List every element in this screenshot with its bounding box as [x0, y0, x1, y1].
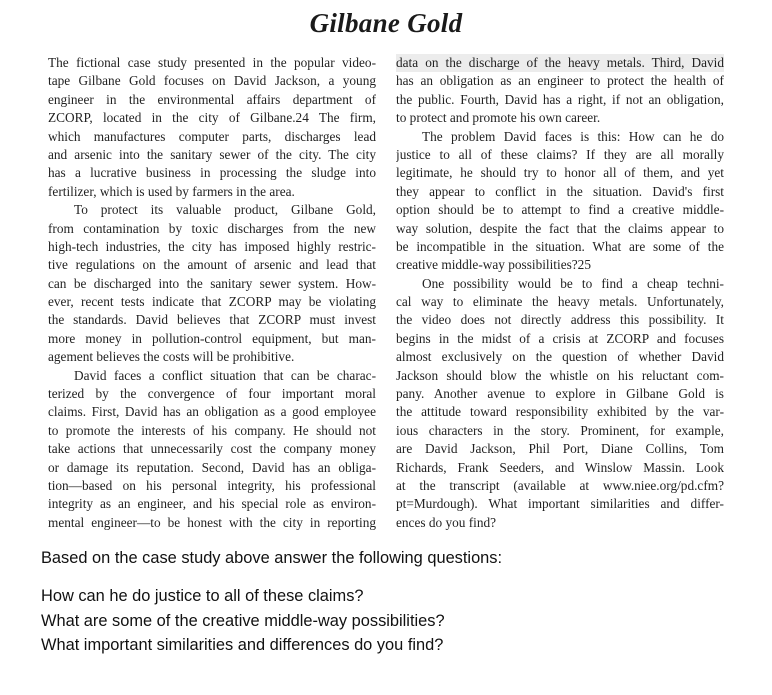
text-line: David faces a conflict situation that can be charac-	[74, 367, 376, 383]
question-item: What are some of the creative middle-way possibilities?	[41, 611, 445, 630]
text-line: pt=Murdough). What important similarities and differ-	[396, 496, 724, 512]
text-line: data on the discharge of the heavy metals. Third, David	[396, 54, 724, 72]
text-line: has an obligation as an engineer to protect the health of	[396, 73, 724, 89]
text-line: can be discharged into the sanitary sewer system. How-	[48, 275, 376, 291]
text-line: ever, recent tests indicate that ZCORP may be violating	[48, 294, 376, 310]
text-line: agement believes the costs will be prohibitive.	[48, 349, 295, 365]
left-text-column	[48, 54, 376, 532]
questions-section	[41, 546, 741, 658]
text-line: mental engineer—to be honest with the city in reporting	[48, 514, 376, 530]
article-title: Gilbane Gold	[309, 8, 463, 38]
text-line: has a lucrative business in processing the sludge into	[48, 165, 376, 181]
text-line: tive regulations on the amount of arsenic and lead that	[48, 257, 376, 273]
text-line: ences do you find?	[396, 514, 497, 530]
text-line: to protect and promote his own career.	[396, 110, 601, 126]
text-line: Richards, Frank Seeders, and Winslow Massin. Look	[396, 459, 724, 475]
text-line: pany. Another avenue to explore in Gilbane Gold is	[396, 386, 724, 402]
text-line: way solution, despite the fact that the claims appear to	[396, 220, 724, 236]
text-line: the standards. David believes that ZCORP must invest	[48, 312, 376, 328]
text-line: the public. Fourth, David has a right, if not an obligation,	[396, 91, 724, 107]
text-line: fertilizer, which is used by farmers in the area.	[48, 183, 295, 199]
text-line: ious characters in the story. Prominent, for example,	[396, 422, 724, 438]
text-line: or damage its reputation. Second, David has an obliga-	[48, 459, 376, 475]
text-line: One possibility would be to find a cheap techni-	[422, 275, 724, 291]
text-line: to promote the interests of his company. He should not	[48, 422, 376, 438]
text-line: justice to all of these claims? If they are all morally	[396, 146, 724, 162]
text-line: the attitude toward responsibility exhibited by the var-	[396, 404, 724, 420]
text-line: the video does not directly address this possibility. It	[396, 312, 724, 328]
text-line: To protect its valuable product, Gilbane Gold,	[74, 202, 376, 218]
text-line: terized by the convergence of four important moral	[48, 386, 376, 402]
text-line: tion—based on his personal integrity, his professional	[48, 477, 376, 493]
text-line: creative middle-way possibilities?25	[396, 257, 591, 273]
text-line: and arsenic into the sanitary sewer of the city. The city	[48, 146, 376, 162]
question-item: What important similarities and differences do you find?	[41, 636, 444, 654]
text-line: engineer in the environmental affairs department of	[48, 91, 376, 107]
text-line: cal way to eliminate the heavy metals. Unfortunately,	[396, 294, 724, 310]
text-line: they appear to conflict in the situation. David's first	[396, 183, 724, 199]
text-line: from contamination by toxic discharges from the new	[48, 220, 376, 236]
text-line: integrity as an engineer, and his special role as environ-	[48, 496, 376, 512]
text-line: tape Gilbane Gold focuses on David Jackson, a young	[48, 73, 376, 89]
text-line: more money in pollution-control equipment, but man-	[48, 330, 376, 346]
text-line: ZCORP, located in the city of Gilbane.24 The firm,	[48, 110, 376, 126]
question-item: How can he do justice to all of these claims?	[41, 587, 364, 605]
text-line: take actions that unnecessarily cost the company money	[48, 441, 376, 457]
text-line: which manufactures computer parts, discharges lead	[48, 128, 376, 144]
text-line: claims. First, David has an obligation as a good employee	[48, 404, 376, 420]
text-line: Jackson should blow the whistle on his reluctant com-	[396, 367, 724, 383]
text-line: legitimate, he should try to honor all of them, and yet	[396, 165, 724, 181]
right-text-column	[396, 54, 724, 532]
questions-intro: Based on the case study above answer the following questions:	[41, 549, 503, 567]
text-line: be incompatible in the situation. What are some of the	[396, 238, 724, 254]
text-line: begins in the midst of a crisis at ZCORP and focuses	[396, 330, 724, 346]
text-line: at the transcript (available at www.niee.org/pd.cfm?	[396, 477, 724, 493]
text-line: are David Jackson, Phil Port, Diane Collins, Tom	[396, 441, 724, 457]
text-line: almost exclusively on the question of whether David	[396, 349, 724, 365]
text-line: The problem David faces is this: How can he do	[422, 128, 724, 144]
text-line: high-tech industries, the city has imposed highly restric-	[48, 238, 376, 254]
text-line: option should be to attempt to find a creative middle-	[396, 202, 724, 218]
text-line: The fictional case study presented in the popular video-	[48, 55, 376, 70]
